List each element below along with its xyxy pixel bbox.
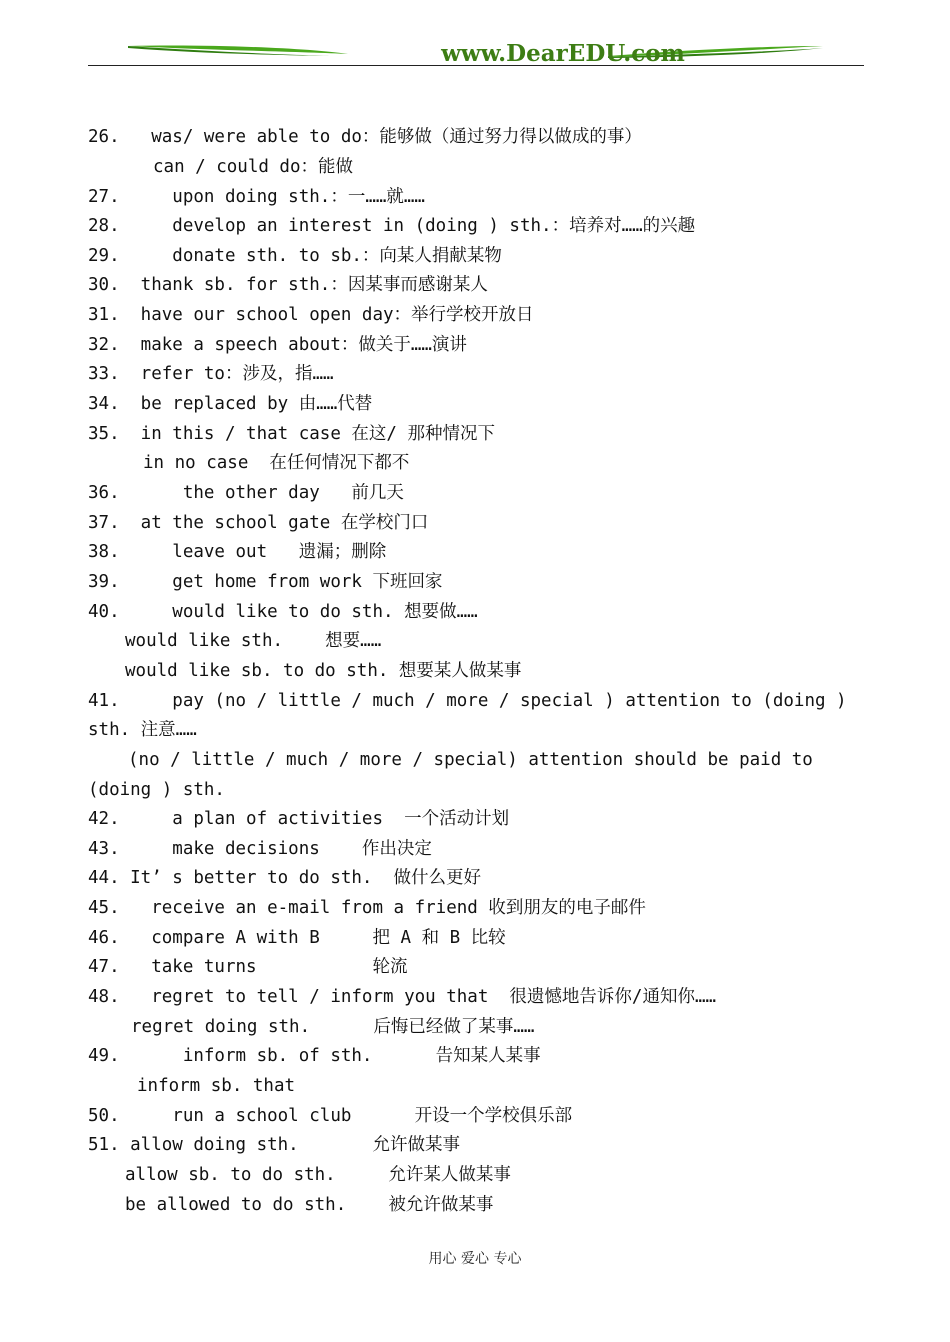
list-item: allow sb. to do sth. 允许某人做某事: [125, 1165, 511, 1185]
list-item: 33. refer to：涉及，指……: [88, 364, 334, 384]
list-item: 27. upon doing sth.：一……就……: [88, 187, 425, 207]
list-item: 47. take turns 轮流: [88, 957, 408, 977]
list-item: 38. leave out 遗漏；删除: [88, 542, 387, 562]
list-item: 29. donate sth. to sb.：向某人捐献某物: [88, 246, 502, 266]
list-item: 34. be replaced by 由……代替: [88, 394, 373, 414]
list-item: would like sth. 想要……: [125, 631, 382, 651]
list-item: 39. get home from work 下班回家: [88, 572, 443, 592]
list-item: 37. at the school gate 在学校门口: [88, 513, 429, 533]
list-item: 40. would like to do sth. 想要做……: [88, 602, 478, 622]
list-item: inform sb. that: [137, 1076, 296, 1096]
list-item: 41. pay (no / little / much / more / special ) attention to (doing ): [88, 691, 847, 711]
list-item: in no case 在任何情况下都不: [143, 453, 410, 473]
list-item: (doing ) sth.: [88, 780, 225, 800]
site-url: www.DearEDU.com: [441, 40, 685, 67]
list-item: 28. develop an interest in (doing ) sth.：培养对……的兴趣: [88, 216, 696, 236]
list-item: regret doing sth. 后悔已经做了某事……: [131, 1017, 535, 1037]
list-item: 48. regret to tell / inform you that 很遗憾地告诉你/通知你……: [88, 987, 717, 1007]
list-item: 46. compare A with B 把 A 和 B 比较: [88, 928, 506, 948]
list-item: 50. run a school club 开设一个学校俱乐部: [88, 1106, 573, 1126]
page-footer: 用心 爱心 专心: [428, 1251, 522, 1267]
list-item: 32. make a speech about：做关于……演讲: [88, 335, 467, 355]
list-item: 36. the other day 前几天: [88, 483, 404, 503]
list-item: can / could do：能做: [153, 157, 354, 177]
list-item: 51. allow doing sth. 允许做某事: [88, 1135, 460, 1155]
list-item: 35. in this / that case 在这/ 那种情况下: [88, 424, 495, 444]
list-item: be allowed to do sth. 被允许做某事: [125, 1195, 494, 1215]
list-item: 44. It’ s better to do sth. 做什么更好: [88, 868, 482, 888]
list-item: 31. have our school open day：举行学校开放日: [88, 305, 534, 325]
list-item: 45. receive an e-mail from a friend 收到朋友的电子邮件: [88, 898, 646, 918]
list-item: 43. make decisions 作出决定: [88, 839, 432, 859]
list-item: 49. inform sb. of sth. 告知某人某事: [88, 1046, 541, 1066]
list-item: 30. thank sb. for sth.：因某事而感谢某人: [88, 275, 488, 295]
list-item: (no / little / much / more / special) attention should be paid to: [128, 750, 813, 770]
list-item: would like sb. to do sth. 想要某人做某事: [125, 661, 522, 681]
list-item: sth. 注意……: [88, 720, 197, 740]
list-item: 26. was/ were able to do：能够做（通过努力得以做成的事）: [88, 127, 642, 147]
list-item: 42. a plan of activities 一个活动计划: [88, 809, 510, 829]
